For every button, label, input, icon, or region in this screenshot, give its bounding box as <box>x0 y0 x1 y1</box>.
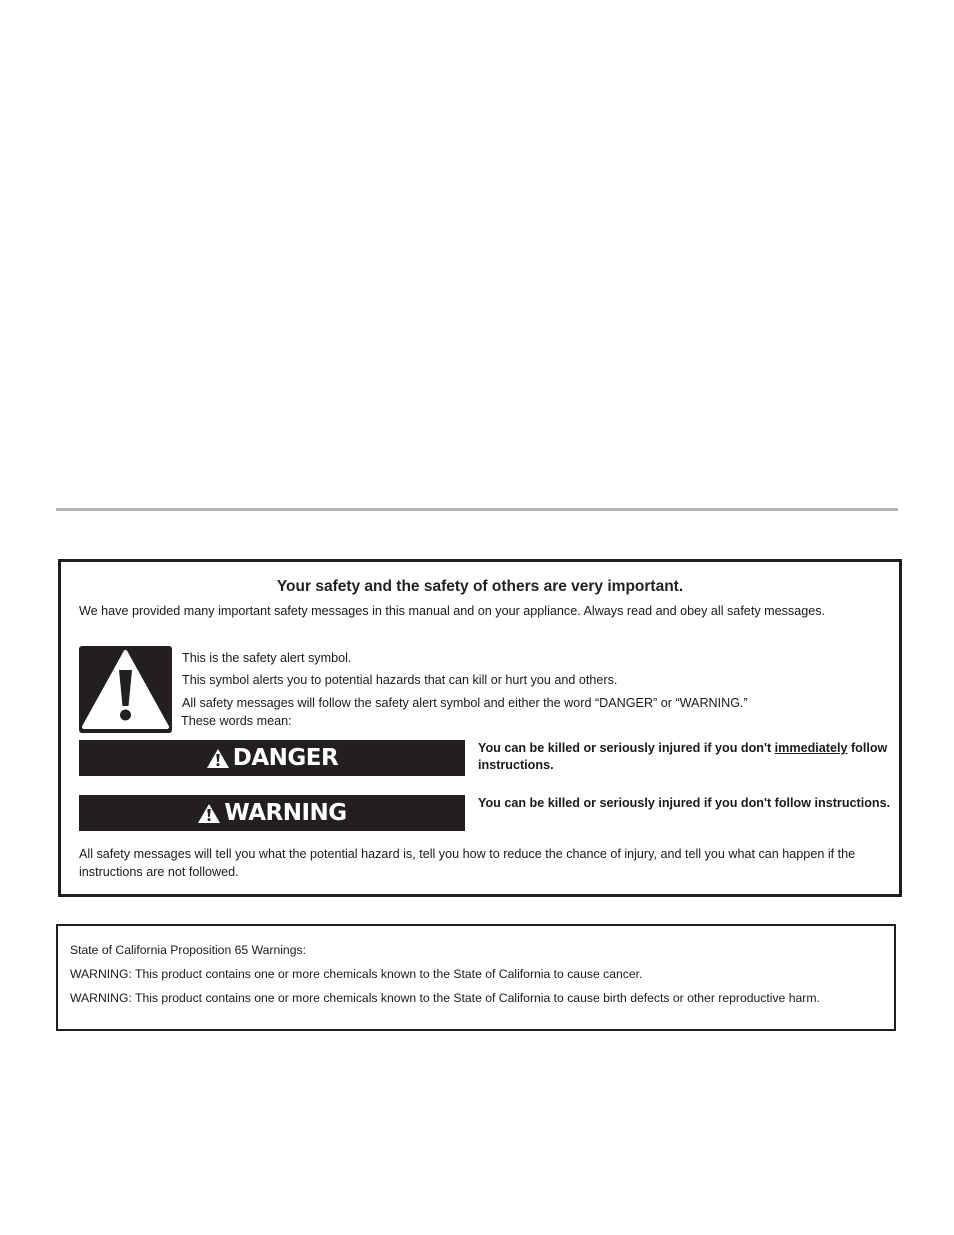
symbol-line-3: All safety messages will follow the safety alert symbol and either the word “DANGER” or “WARNING.” <box>182 696 748 710</box>
safety-title: Your safety and the safety of others are very important. <box>276 578 684 595</box>
safety-intro: We have provided many important safety messages in this manual and on your appliance. Always read and obey all safety messages. <box>79 604 826 618</box>
prop65-warning-cancer: WARNING: This product contains one or more chemicals known to the State of California to cause cancer. <box>70 967 643 981</box>
danger-text-after: follow instructions. <box>478 741 888 772</box>
prop65-box <box>56 924 896 1031</box>
section-divider <box>56 508 898 511</box>
warning-word: WARNING <box>224 800 347 826</box>
danger-text-before: You can be killed or seriously injured if you don't <box>478 741 775 755</box>
prop65-warning-birth: WARNING: This product contains one or more chemicals known to the State of California to cause birth defects or other reproductive harm. <box>70 991 820 1005</box>
warning-description: You can be killed or seriously injured if you don't follow instructions. <box>478 796 891 810</box>
danger-word: DANGER <box>232 745 339 771</box>
symbol-line-2: This symbol alerts you to potential hazards that can kill or hurt you and others. <box>182 673 618 687</box>
prop65-heading: State of California Proposition 65 Warnings: <box>70 943 306 957</box>
symbol-line-4: These words mean: <box>181 714 292 728</box>
safety-notice-box <box>58 559 902 897</box>
alert-triangle-icon <box>197 803 221 824</box>
exclamation-triangle-icon <box>79 646 172 733</box>
danger-description <box>478 740 898 774</box>
safety-alert-symbol <box>79 646 172 733</box>
symbol-line-1: This is the safety alert symbol. <box>182 651 352 665</box>
safety-outro: All safety messages will tell you what the potential hazard is, tell you how to reduce the chance of injury, and tell you what can happen if the instructions are not followed. <box>79 847 856 879</box>
danger-signal-bar <box>79 740 465 776</box>
warning-signal-bar <box>79 795 465 831</box>
alert-triangle-icon <box>206 748 230 769</box>
danger-text-emphasis: immediately <box>774 741 848 755</box>
